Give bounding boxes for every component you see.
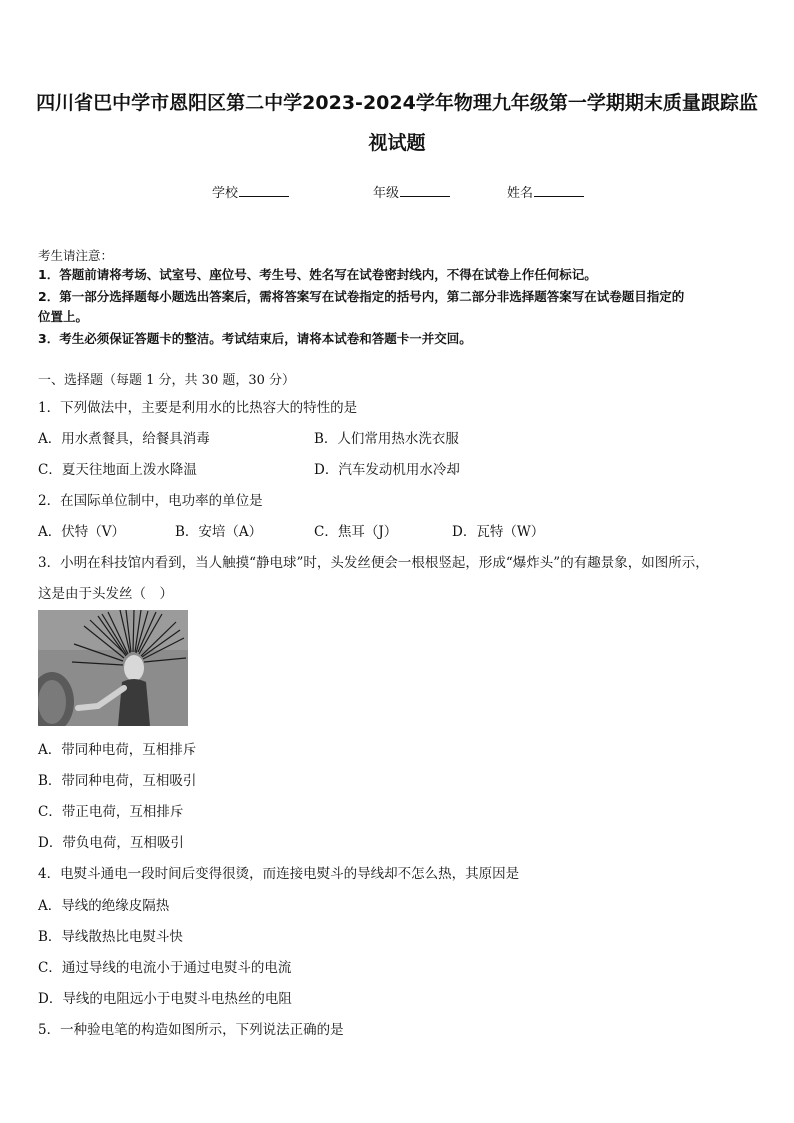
option-c: C．通过导线的电流小于通过电熨斗的电流 bbox=[38, 960, 292, 976]
static-electricity-photo bbox=[38, 610, 188, 726]
option-d: D．汽车发动机用水冷却 bbox=[314, 462, 460, 478]
option-c: C．夏天往地面上泼水降温 bbox=[38, 462, 197, 478]
school-blank[interactable] bbox=[239, 184, 289, 197]
option-a: A．导线的绝缘皮隔热 bbox=[38, 898, 170, 914]
notice-heading: 考生请注意： bbox=[38, 248, 114, 263]
option-d: D．带负电荷，互相吸引 bbox=[38, 835, 184, 851]
question-stem: 1．下列做法中，主要是利用水的比热容大的特性的是 bbox=[38, 400, 358, 416]
section-heading: 一、选择题（每题 1 分，共 30 题，30 分） bbox=[38, 373, 296, 388]
exam-title: 四川省巴中学市恩阳区第二中学2023-2024学年物理九年级第一学期期末质量跟踪监 bbox=[36, 92, 758, 114]
option-d: D．导线的电阻远小于电熨斗电热丝的电阻 bbox=[38, 991, 292, 1007]
notice-item: 1．答题前请将考场、试室号、座位号、考生号、姓名写在试卷密封线内，不得在试卷上作任何标记。 bbox=[38, 267, 597, 282]
name-label: 姓名 bbox=[507, 186, 534, 201]
question-stem: 4．电熨斗通电一段时间后变得很烫，而连接电熨斗的导线却不怎么热，其原因是 bbox=[38, 866, 520, 882]
option-c: C．焦耳（J） bbox=[314, 524, 398, 540]
question-stem: 2．在国际单位制中，电功率的单位是 bbox=[38, 493, 263, 509]
notice-item: 3．考生必须保证答题卡的整洁。考试结束后，请将本试卷和答题卡一并交回。 bbox=[38, 331, 472, 346]
school-label: 学校 bbox=[212, 186, 239, 201]
grade-label: 年级 bbox=[373, 186, 400, 201]
grade-blank[interactable] bbox=[400, 184, 450, 197]
option-b: B．人们常用热水洗衣服 bbox=[314, 431, 459, 447]
name-field[interactable] bbox=[507, 182, 584, 201]
option-a: A．用水煮餐具，给餐具消毒 bbox=[38, 431, 210, 447]
option-a: A．伏特（V） bbox=[38, 524, 125, 540]
notice-item: 2．第一部分选择题每小题选出答案后，需将答案写在试卷指定的括号内，第二部分非选择题答案写在试卷题目指定的 bbox=[38, 289, 685, 304]
school-field[interactable] bbox=[212, 182, 289, 201]
name-blank[interactable] bbox=[534, 184, 584, 197]
question-stem: 3．小明在科技馆内看到，当人触摸“静电球”时，头发丝便会一根根竖起，形成“爆炸头”的有趣景象，如图所示， bbox=[38, 555, 709, 571]
hair-standing-illustration bbox=[38, 610, 188, 726]
option-b: B．导线散热比电熨斗快 bbox=[38, 929, 183, 945]
grade-field[interactable] bbox=[373, 182, 450, 201]
question-stem: 5．一种验电笔的构造如图所示，下列说法正确的是 bbox=[38, 1022, 344, 1038]
option-b: B．安培（A） bbox=[175, 524, 263, 540]
option-c: C．带正电荷，互相排斥 bbox=[38, 804, 184, 820]
notice-item: 位置上。 bbox=[38, 309, 89, 324]
option-b: B．带同种电荷，互相吸引 bbox=[38, 773, 197, 789]
question-stem-continued: 这是由于头发丝（ ） bbox=[38, 586, 173, 602]
option-a: A．带同种电荷，互相排斥 bbox=[38, 742, 197, 758]
option-d: D．瓦特（W） bbox=[452, 524, 545, 540]
exam-title-continued: 视试题 bbox=[368, 132, 426, 154]
